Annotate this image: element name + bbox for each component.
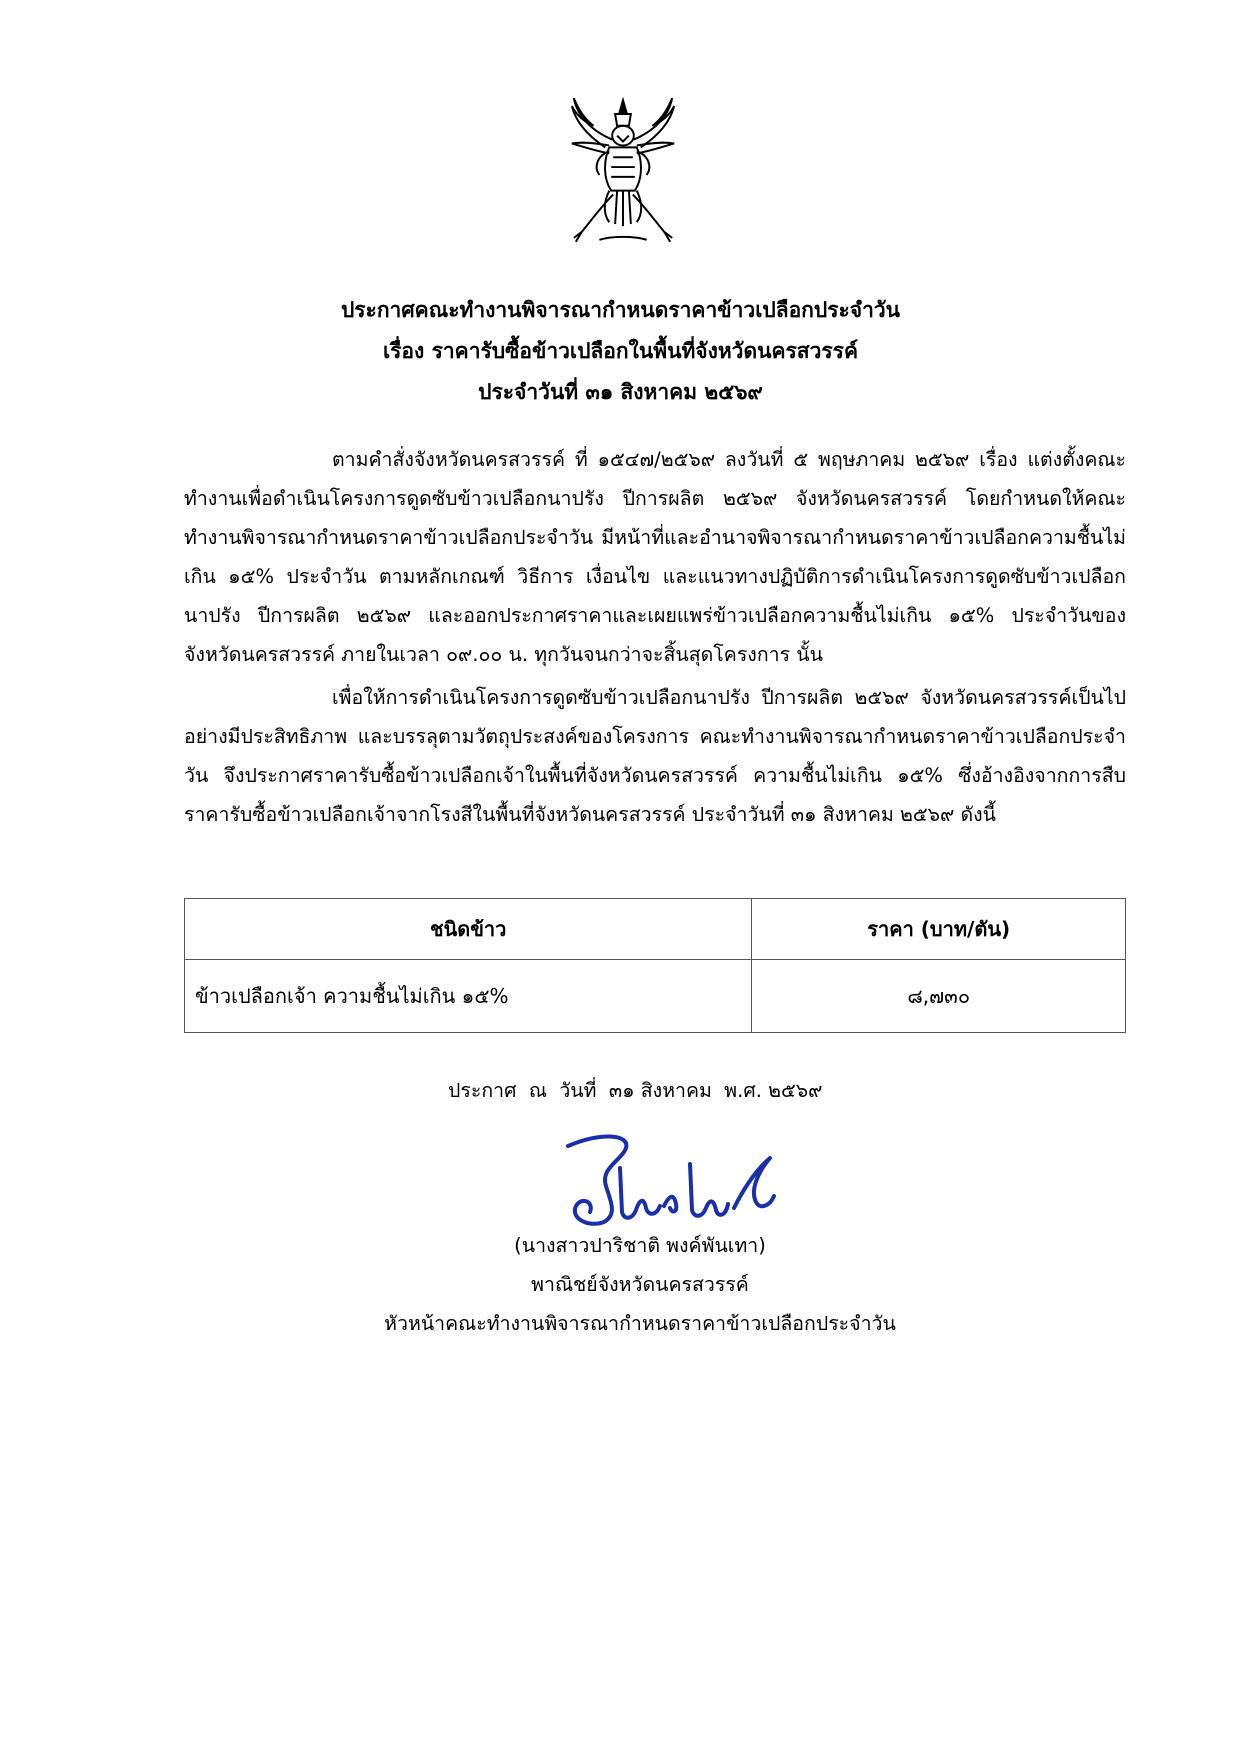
body-paragraph-2: เพื่อให้การดำเนินโครงการดูดซับข้าวเปลือกนาปรัง ปีการผลิต ๒๕๖๙ จังหวัดนครสวรรค์เป็นไปอย่างมีประสิทธิภาพ และบรรลุตามวัตถุประสงค์ของโครงการ คณะทำงานพิจารณากำหนดราคาข้าวเปลือกประจำวัน จึงประกาศราคารับซื้อข้าวเปลือกเจ้าในพื้นที่จังหวัดนครสวรรค์ ความชื้นไม่เกิน ๑๕% ซึ่งอ้างอิงจากการสืบราคารับซื้อข้าวเปลือกเจ้าจากโรงสีในพื้นที่จังหวัดนครสวรรค์ ประจำวันที่ ๓๑ สิงหาคม ๒๕๖๙ ดังนี้ [184, 686, 1126, 826]
signature-drawing [560, 1128, 780, 1228]
column-header-rice-type: ชนิดข้าว [185, 899, 752, 960]
body-paragraph-1: ตามคำสั่งจังหวัดนครสวรรค์ ที่ ๑๕๔๗/๒๕๖๙ ลงวันที่ ๕ พฤษภาคม ๒๕๖๙ เรื่อง แต่งตั้งคณะทำงานเพื่อดำเนินโครงการดูดซับข้าวเปลือกนาปรัง ปีการผลิต ๒๕๖๙ จังหวัดนครสวรรค์ โดยกำหนดให้คณะทำงานพิจารณากำหนดราคาข้าวเปลือกประจำวัน มีหน้าที่และอำนาจพิจารณากำหนดราคาข้าวเปลือกความชื้นไม่เกิน ๑๕% ประจำวัน ตามหลักเกณฑ์ วิธีการ เงื่อนไข และแนวทางปฏิบัติการดำเนินโครงการดูดซับข้าวเปลือกนาปรัง ปีการผลิต ๒๕๖๙ และออกประกาศราคาและเผยแพร่ข้าวเปลือกความชื้นไม่เกิน ๑๕% ประจำวันของจังหวัดนครสวรรค์ ภายในเวลา ๐๙.๐๐ น. ทุกวันจนกว่าจะสิ้นสุดโครงการ นั้น [184, 448, 1126, 666]
price-table [184, 898, 1126, 1033]
announcement-date-line: ประจำวันที่ ๓๑ สิงหาคม ๒๕๖๙ [478, 380, 763, 404]
garuda-emblem-icon [564, 92, 682, 250]
garuda-emblem-drawing [564, 92, 682, 250]
signer-role: หัวหน้าคณะทำงานพิจารณากำหนดราคาข้าวเปลือกประจำวัน [384, 1312, 896, 1335]
announcement-subject: เรื่อง ราคารับซื้อข้าวเปลือกในพื้นที่จังหวัดนครสวรรค์ [382, 339, 859, 363]
price-cell: ๘,๗๓๐ [752, 960, 1126, 1033]
announcement-date: ประกาศ ณ วันที่ ๓๑ สิงหาคม พ.ศ. ๒๕๖๙ [448, 1079, 823, 1102]
table-row [185, 960, 1126, 1033]
column-header-price: ราคา (บาท/ตัน) [752, 899, 1126, 960]
handwritten-signature [560, 1128, 780, 1228]
rice-type-cell: ข้าวเปลือกเจ้า ความชื้นไม่เกิน ๑๕% [185, 960, 752, 1033]
table-header-row [185, 899, 1126, 960]
announcement-title: ประกาศคณะทำงานพิจารณากำหนดราคาข้าวเปลือกประจำวัน [340, 298, 901, 322]
signer-position: พาณิชย์จังหวัดนครสวรรค์ [531, 1273, 749, 1296]
signer-name: (นางสาวปาริชาติ พงค์พันเทา) [514, 1234, 766, 1257]
